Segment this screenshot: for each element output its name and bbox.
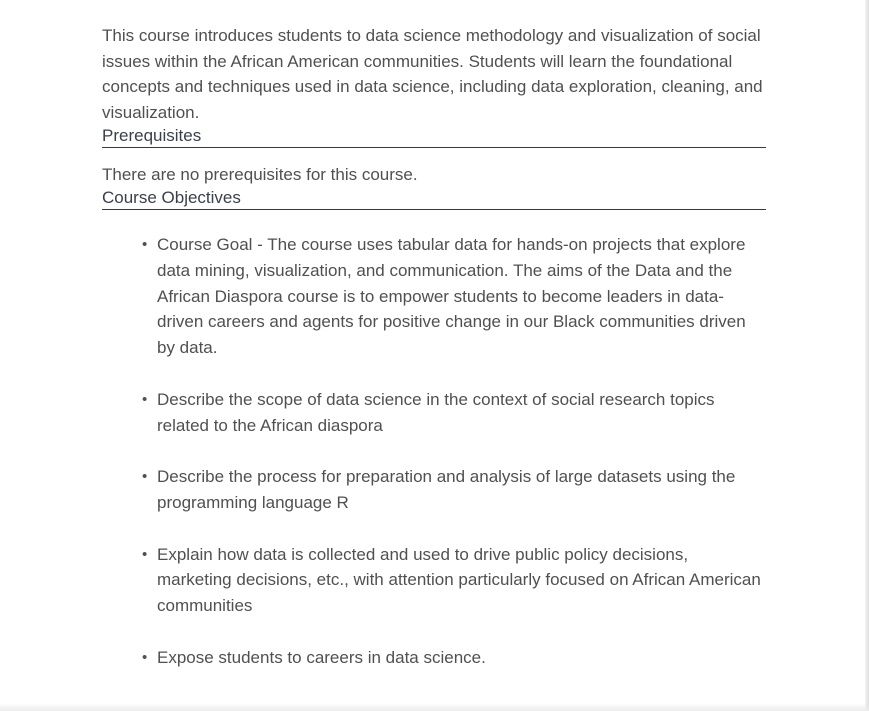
objective-item-scope — [102, 387, 766, 438]
objective-text: Expose students to careers in data science. — [157, 647, 486, 667]
page-edge-shadow — [865, 0, 869, 711]
objective-text: Describe the scope of data science in the context of social research topics related to the African diaspora — [157, 389, 715, 435]
bullet-icon: • — [142, 236, 148, 254]
bullet-icon: • — [142, 390, 148, 408]
objective-item-careers — [102, 645, 766, 671]
prerequisites-text: There are no prerequisites for this course. — [102, 165, 418, 185]
objective-item-goal — [102, 232, 766, 361]
objective-text: Explain how data is collected and used to drive public policy decisions, marketing decisions, etc., with attention particularly focused on African American communities — [157, 544, 761, 616]
bullet-icon: • — [142, 545, 148, 563]
bullet-icon: • — [142, 648, 148, 666]
objective-item-data-collection — [102, 542, 766, 619]
course-objectives-heading: Course Objectives — [102, 187, 766, 210]
objective-text: Describe the process for preparation and analysis of large datasets using the programming language R — [157, 467, 736, 512]
objective-text: Course Goal - The course uses tabular data for hands-on projects that explore data mining, visualization, and communication. The aims of the Data and the African Diaspora course is to empower students to become leaders in data-driven careers and agents for positive change in our Black communities driven by data. — [157, 235, 746, 358]
prerequisites-heading: Prerequisites — [102, 125, 766, 148]
bottom-scroll-fade — [0, 703, 869, 711]
bullet-icon: • — [142, 468, 148, 486]
course-description — [102, 23, 766, 697]
course-intro-paragraph: This course introduces students to data science methodology and visualization of social issues within the African American communities. Students will learn the foundational concepts and techniques used in data science, including data exploration, cleaning, and visualization. — [102, 26, 763, 122]
course-objectives-list — [102, 232, 766, 670]
objective-item-process — [102, 464, 766, 515]
